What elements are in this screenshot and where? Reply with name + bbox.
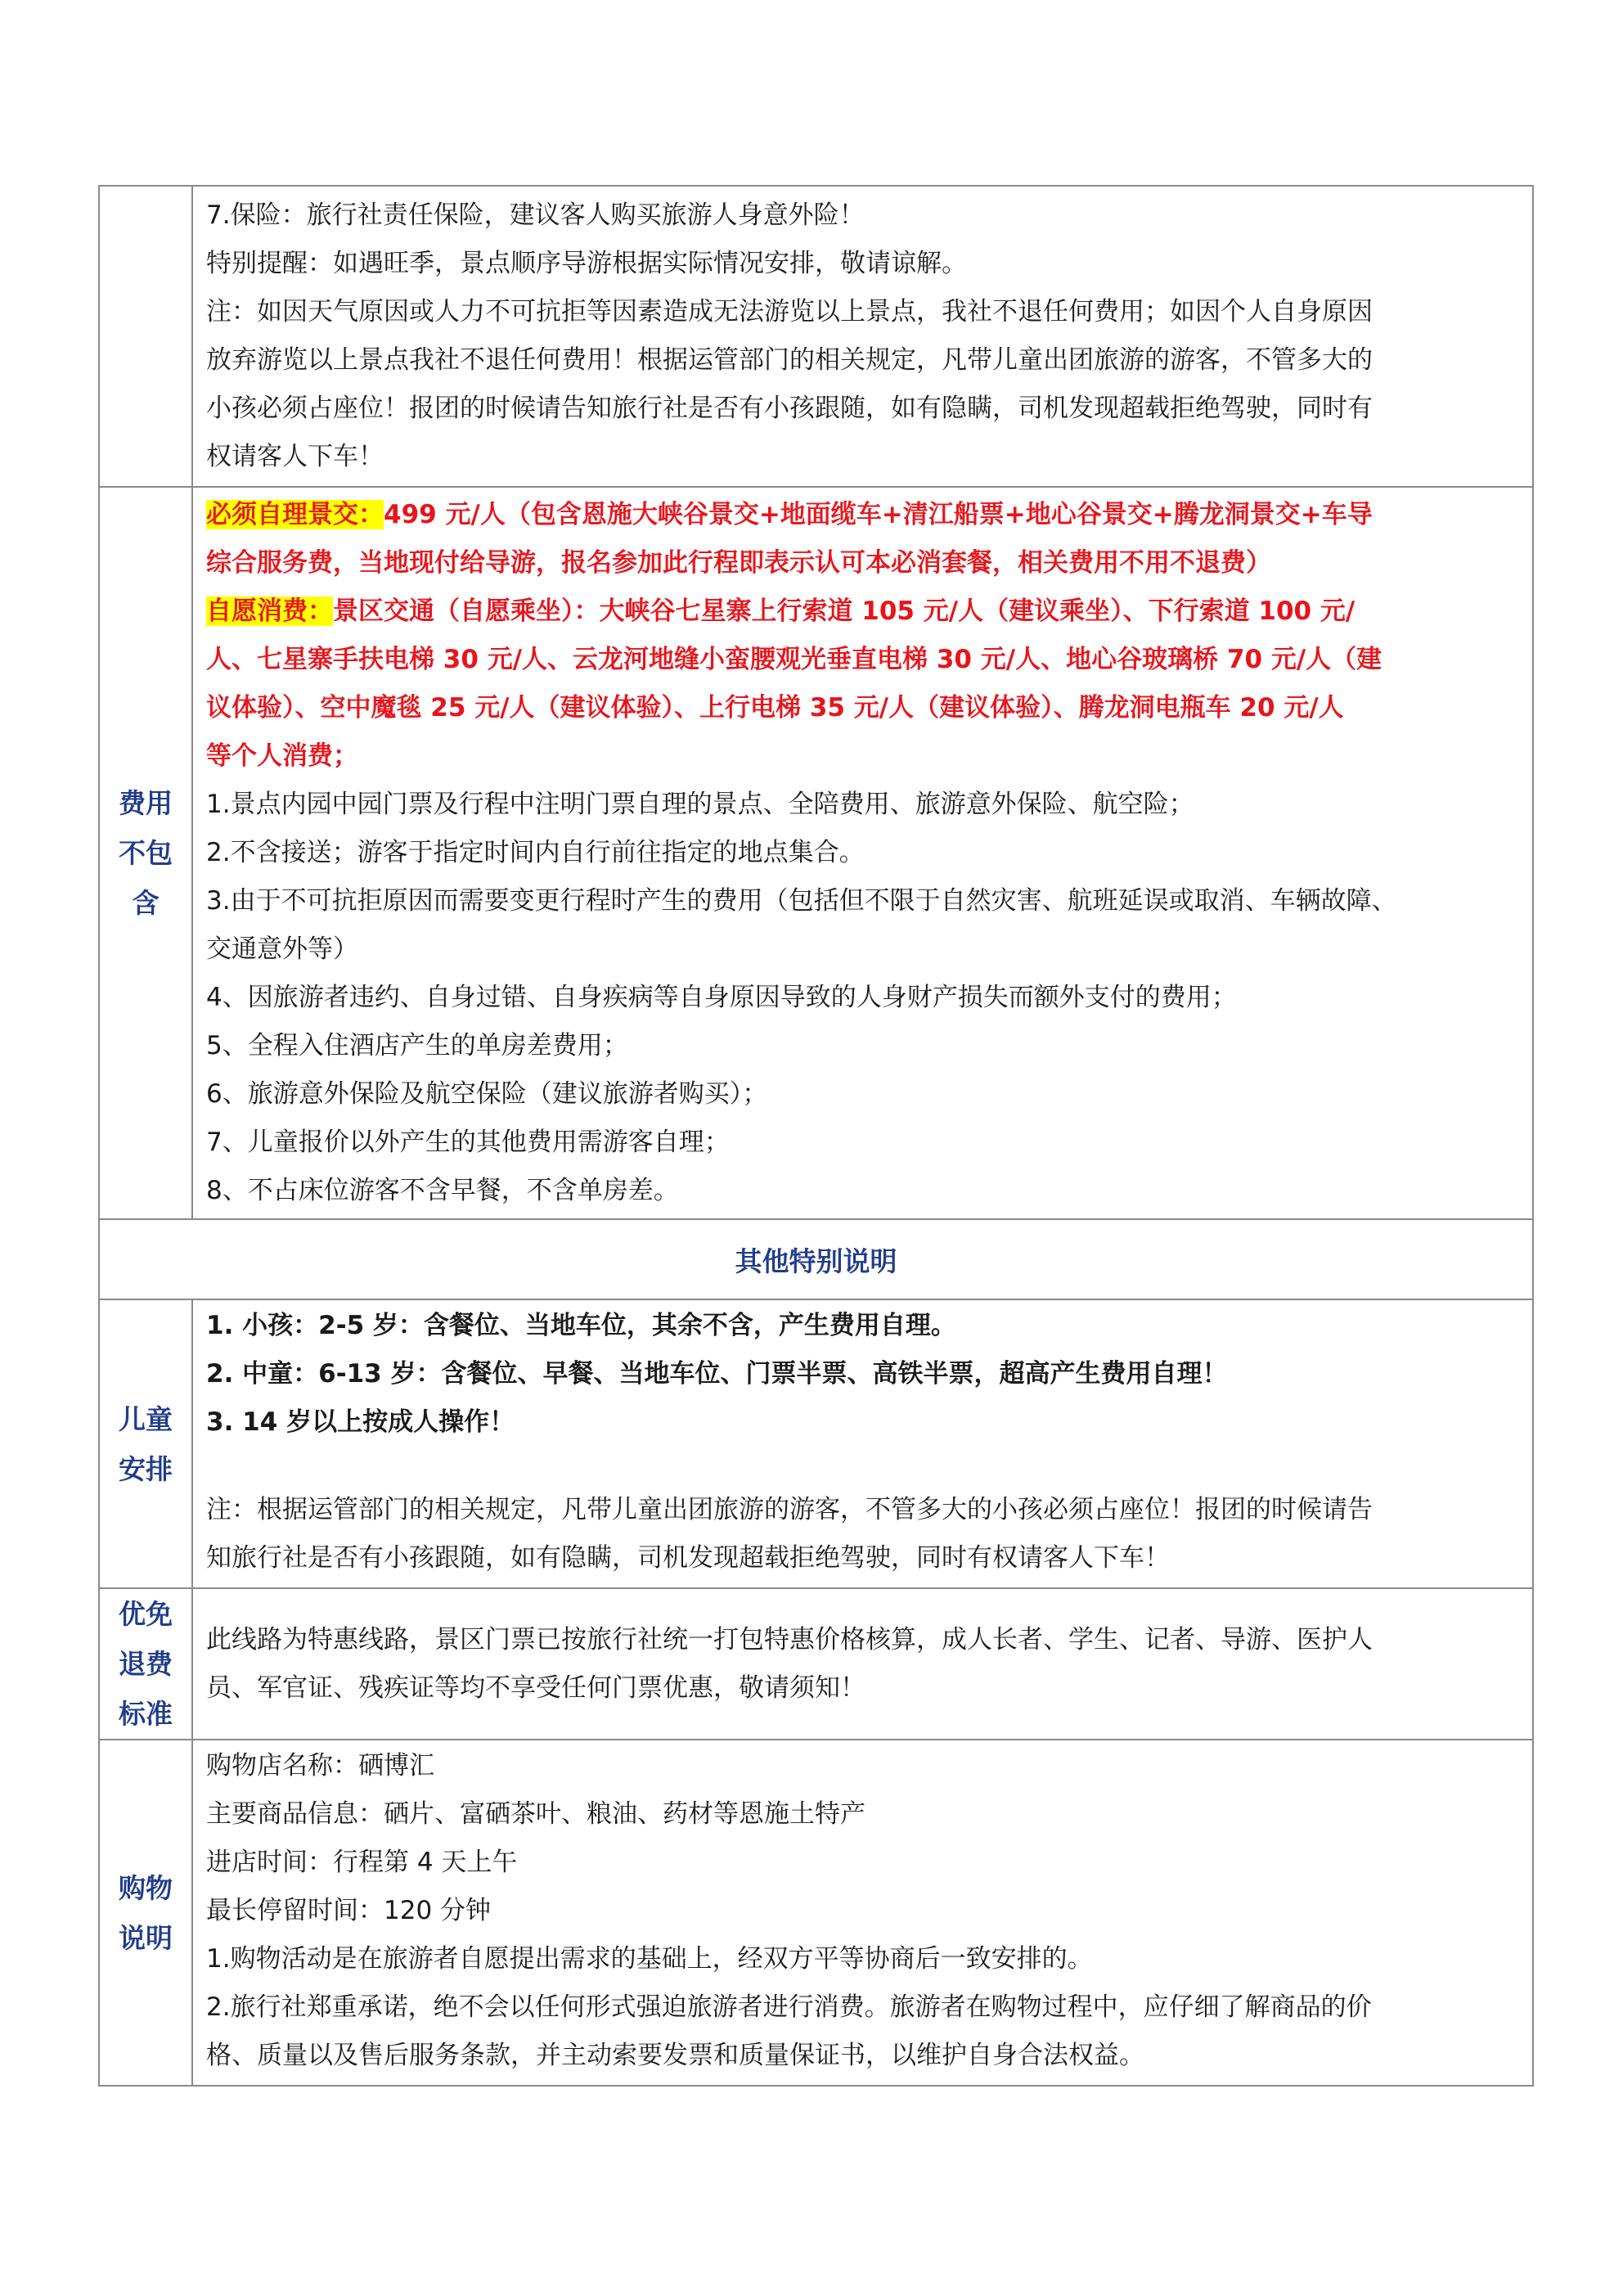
mandatory-fee-tag: 必须自理景交： <box>206 500 384 529</box>
optional-fee-tag: 自愿消费： <box>206 597 333 626</box>
notes-content <box>192 186 1533 487</box>
discount-row <box>99 1588 1533 1740</box>
shopping-line: 2.旅行社郑重承诺，绝不会以任何形式强迫旅游者进行消费。旅游者在购物过程中，应仔细了解商品的价 <box>206 1992 1372 2022</box>
children-rule: 1. 小孩：2-5 岁：含餐位、当地车位，其余不含，产生费用自理。 <box>206 1311 956 1340</box>
section-row <box>99 1219 1533 1299</box>
excluded-item: 4、因旅游者违约、自身过错、自身疾病等自身原因导致的人身财产损失而额外支付的费用； <box>206 983 1237 1012</box>
notes-line: 小孩必须占座位！报团的时候请告知旅行社是否有小孩跟随，如有隐瞒，司机发现超载拒绝驾驶，同时有 <box>206 394 1373 423</box>
discount-line: 员、军官证、残疾证等均不享受任何门票优惠，敬请须知！ <box>206 1672 865 1703</box>
children-rule: 3. 14 岁以上按成人操作！ <box>206 1407 515 1437</box>
children-note: 注：根据运管部门的相关规定，凡带儿童出团旅游的游客，不管多大的小孩必须占座位！报团的时候请告 <box>206 1495 1373 1524</box>
shopping-line: 最长停留时间：120 分钟 <box>206 1896 492 1925</box>
discount-content <box>192 1588 1533 1740</box>
shopping-content <box>192 1740 1533 2086</box>
excluded-item: 7、儿童报价以外产生的其他费用需游客自理； <box>206 1128 730 1157</box>
children-rule: 2. 中童：6-13 岁：含餐位、早餐、当地车位、门票半票、高铁半票，超高产生费用自理！ <box>206 1359 1228 1389</box>
children-row <box>99 1299 1533 1588</box>
fees-excluded-row <box>99 487 1533 1219</box>
notes-line: 特别提醒：如遇旺季，景点顺序导游根据实际情况安排，敬请谅解。 <box>206 249 967 278</box>
children-label: 儿童 安排 <box>99 1299 192 1588</box>
notes-label-cell <box>99 186 192 487</box>
excluded-item: 交通意外等） <box>206 934 358 964</box>
excluded-item: 2.不含接送；游客于指定时间内自行前往指定的地点集合。 <box>206 838 865 867</box>
shopping-line: 主要商品信息：硒片、富硒茶叶、粮油、药材等恩施土特产 <box>206 1799 865 1829</box>
children-content <box>192 1299 1533 1588</box>
optional-fee-line: 人、七星寨手扶电梯 30 元/人、云龙河地缝小蛮腰观光垂直电梯 30 元/人、地心谷玻璃桥 70 元/人（建 <box>206 645 1382 674</box>
optional-fee-line: 等个人消费； <box>206 741 358 771</box>
fees-excluded-content <box>192 487 1533 1219</box>
notes-line: 7.保险：旅行社责任保险，建议客人购买旅游人身意外险！ <box>206 200 865 230</box>
shopping-line: 格、质量以及售后服务条款，并主动索要发票和质量保证书，以维护自身合法权益。 <box>206 2041 1144 2070</box>
mandatory-fee-line: 综合服务费，当地现付给导游，报名参加此行程即表示认可本必消套餐，相关费用不用不退费） <box>206 548 1271 578</box>
notes-line: 放弃游览以上景点我社不退任何费用！根据运管部门的相关规定，凡带儿童出团旅游的游客，不管多大的 <box>206 345 1373 375</box>
notes-row <box>99 186 1533 487</box>
notes-line: 注：如因天气原因或人力不可抗拒等因素造成无法游览以上景点，我社不退任何费用；如因个人自身原因 <box>206 297 1373 326</box>
notes-line: 权请客人下车！ <box>206 442 384 471</box>
discount-label: 优免 退费 标准 <box>99 1588 192 1740</box>
excluded-item: 6、旅游意外保险及航空保险（建议旅游者购买）； <box>206 1079 768 1109</box>
discount-line: 此线路为特惠线路，景区门票已按旅行社统一打包特惠价格核算，成人长者、学生、记者、导游、医护人 <box>206 1624 1373 1654</box>
fees-excluded-label: 费用 不包 含 <box>99 487 192 1219</box>
section-title: 其他特别说明 <box>99 1219 1533 1299</box>
children-note: 知旅行社是否有小孩跟随，如有隐瞒，司机发现超载拒绝驾驶，同时有权请客人下车！ <box>206 1543 1170 1573</box>
optional-fee-line: 议体验）、空中魔毯 25 元/人（建议体验）、上行电梯 35 元/人（建议体验）、腾龙洞电瓶车 20 元/人 <box>206 693 1344 723</box>
excluded-item: 1.景点内园中园门票及行程中注明门票自理的景点、全陪费用、旅游意外保险、航空险； <box>206 790 1194 819</box>
itinerary-table <box>98 185 1534 2087</box>
shopping-line: 进店时间：行程第 4 天上午 <box>206 1848 518 1877</box>
optional-fee-line: 自愿消费：景区交通（自愿乘坐）：大峡谷七星寨上行索道 105 元/人（建议乘坐）、下行索道 100 元/ <box>206 597 1355 626</box>
excluded-item: 5、全程入住酒店产生的单房差费用； <box>206 1031 628 1060</box>
shopping-row <box>99 1740 1533 2086</box>
shopping-line: 1.购物活动是在旅游者自愿提出需求的基础上，经双方平等协商后一致安排的。 <box>206 1944 1093 1974</box>
excluded-item: 8、不占床位游客不含早餐，不含单房差。 <box>206 1176 679 1205</box>
mandatory-fee-line: 必须自理景交：499 元/人（包含恩施大峡谷景交+地面缆车+清江船票+地心谷景交+腾龙洞景交+车导 <box>206 500 1373 529</box>
excluded-item: 3.由于不可抗拒原因而需要变更行程时产生的费用（包括但不限于自然灾害、航班延误或取消、车辆故障、 <box>206 886 1397 916</box>
shopping-line: 购物店名称：硒博汇 <box>206 1751 434 1781</box>
shopping-label: 购物 说明 <box>99 1740 192 2086</box>
